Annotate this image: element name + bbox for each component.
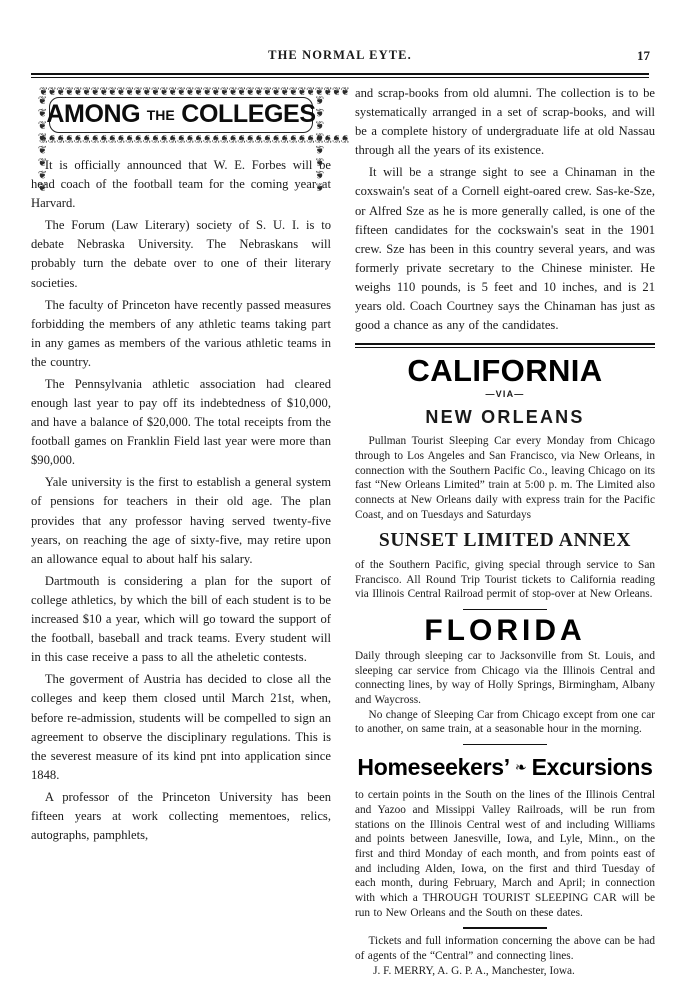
rule-thin xyxy=(355,347,655,348)
ad-headline-word-homeseekers: Homeseekers’ xyxy=(357,754,510,781)
article-paragraph: and scrap-books from old alumni. The collection is to be systematically arranged in a set of scrap-books, and will be a complete history of undergraduate life at old Nassau through all the years of its existence. xyxy=(355,86,655,158)
ad-headline-word-excursions: Excursions xyxy=(531,754,653,781)
article-paragraph: The faculty of Princeton have recently passed measures forbidding the members of any athletic teams taking part in any games as members of the various athletic teams in the country. xyxy=(31,297,331,369)
advertisement-top-rule xyxy=(355,343,655,348)
ad-headline-sunset: SUNSET LIMITED ANNEX xyxy=(378,530,632,552)
ad-body-homeseekers-2: Tickets and full information concerning the above can be had of agents of the “Central” and connecting lines. xyxy=(355,935,655,962)
article-paragraph: Dartmouth is considering a plan for the suport of college athletics, by which the bill of each student is to be increased $10 a year, which will go toward the support of the football, baseball and track teams. Every student will in this case receive a pass to all the atheletic contests. xyxy=(31,573,331,665)
masthead-word-among: AMONG xyxy=(46,100,141,129)
ad-body-florida-1: Daily through sleeping car to Jacksonville from St. Louis, and sleeping car service from Chicago via the Illinois Central and connecting lines, by way of Holly Springs, Birmingham, Albany and Waycross. xyxy=(355,649,655,706)
ornament-border-top: ❦❦❦❦❦❦❦❦❦❦❦❦❦❦❦❦❦❦❦❦❦❦❦❦❦❦❦❦❦❦❦❦❦❦❦❦ xyxy=(39,85,350,98)
ad-body-florida-2: No change of Sleeping Car from Chicago except from one car to another, on same train, at a seasonable hour in the morning. xyxy=(355,708,655,736)
ad-divider-rule xyxy=(463,927,547,929)
article-paragraph: The Forum (Law Literary) society of S. U. I. is to debate Nebraska University. The Nebraskans will probably turn the debate over to one of their literary societies. xyxy=(31,218,331,290)
ad-divider-rule xyxy=(463,609,547,611)
ornament-border-right: ❦❦❦❦❦❦❦❦ xyxy=(313,94,326,194)
header-rule xyxy=(31,73,649,78)
article-paragraph: The Pennsylvania athletic association had cleared enough last year to pay off its indebtedness of $10,000, and have a balance of $20,000. The total receipts from the football games on Franklin Field last year were more than $90,000. xyxy=(31,376,331,468)
article-paragraph: A professor of the Princeton University has been fifteen years at work collecting mementoes, relics, autographs, pamphlets, xyxy=(31,789,331,843)
publication-title: THE NORMAL EYTE. xyxy=(268,48,412,62)
article-paragraph: The goverment of Austria has decided to close all the colleges and keep them closed until March 21st, when, before re-admission, students will be compelled to sign an agreement to observe the disciplinary regulations. This is the severest measure of its kind pnt into application since 1848. xyxy=(31,672,331,782)
ornament-border-bottom: ❦❦❦❦❦❦❦❦❦❦❦❦❦❦❦❦❦❦❦❦❦❦❦❦❦❦❦❦❦❦❦❦❦❦❦❦ xyxy=(39,132,350,145)
ad-body-homeseekers-1: to certain points in the South on the lines of the Illinois Central and Yazoo and Missippi Valley Railroads, will be run from stations on the Illinois Central west of and including Williams and points between Janesville, Iowa, and Lyle, Minn., on the first and third Monday of each month, and from points east of and including Alden, Iowa, on the first and third Tuesday of each month, during February, March and April; in connection with which a THROUGH TOURIST SLEEPING CAR will be run to New Orleans and the South on these dates. xyxy=(355,789,655,919)
advertisement-california xyxy=(355,354,655,523)
advertisement-homeseekers-excursions xyxy=(355,750,655,979)
ad-body-california: Pullman Tourist Sleeping Car every Monday from Chicago through to Los Angeles and San Francisco, via New Orleans, in connection with the Southern Pacific Co., leaving Chicago on its fast “New Orleans Limited” train at 5:00 p. m. The Limited also connects at New Orleans daily with express train for the Pacific Coast, and on Tuesdays and Saturdays xyxy=(355,435,655,521)
advertisement-florida xyxy=(355,615,655,736)
left-column xyxy=(31,84,350,848)
ad-via-label: —VIA— xyxy=(485,389,525,400)
ad-subhead-new-orleans: NEW ORLEANS xyxy=(425,406,585,427)
ad-body-sunset: of the Southern Pacific, giving special through service to San Francisco. All Round Trip Tourist tickets to California reading via Illinois Central Railroad permit of stop-over at New Orleans. xyxy=(355,558,655,601)
masthead-word-colleges: COLLEGES xyxy=(181,100,316,129)
ornament-border-left: ❦❦❦❦❦❦❦❦ xyxy=(36,94,49,194)
ad-headline-california: CALIFORNIA xyxy=(407,352,603,388)
masthead-word-the: THE xyxy=(146,107,175,124)
page-number: 17 xyxy=(637,48,650,63)
masthead-title xyxy=(35,95,327,133)
article-paragraph: Yale university is the first to establish a general system of pensions for teachers in their old age. The plan provides that any professor having served twenty-five years, on reaching the age of sixty-five, may retire upon an allowance equal to about half his salary. xyxy=(31,475,331,566)
ad-signature: J. F. MERRY, A. G. P. A., Manchester, Iowa. xyxy=(373,965,575,978)
advertisement-sunset-limited-annex xyxy=(355,526,655,602)
article-paragraph: It will be a strange sight to see a Chinaman in the coxswain's seat of a Cornell eight-oared crew. Sas-ke-Sze, or Alfred Sze as he is more generally called, is one of the fifteen candidates for the cockswain's seat in the 1901 crew. Sze has been in this country several years, and was formerly private secretary to the Chinese minister. He weighs 110 pounds, is 5 feet and 10 inches, and is 21 years old. Coach Courtney says the Chinaman has just as good a chance as any of the candidates. xyxy=(355,165,655,333)
right-column xyxy=(355,84,655,979)
rule-thin xyxy=(31,77,649,78)
article-paragraph: It is officially announced that W. E. Forbes will be head coach of the football team for the coming year at Harvard. xyxy=(31,158,331,211)
ad-headline-homeseekers xyxy=(355,750,655,785)
ad-headline-florida: FLORIDA xyxy=(424,614,586,648)
floral-ornament-icon: ❧ xyxy=(514,759,527,776)
ad-divider-rule xyxy=(463,744,547,746)
running-head xyxy=(30,48,650,66)
